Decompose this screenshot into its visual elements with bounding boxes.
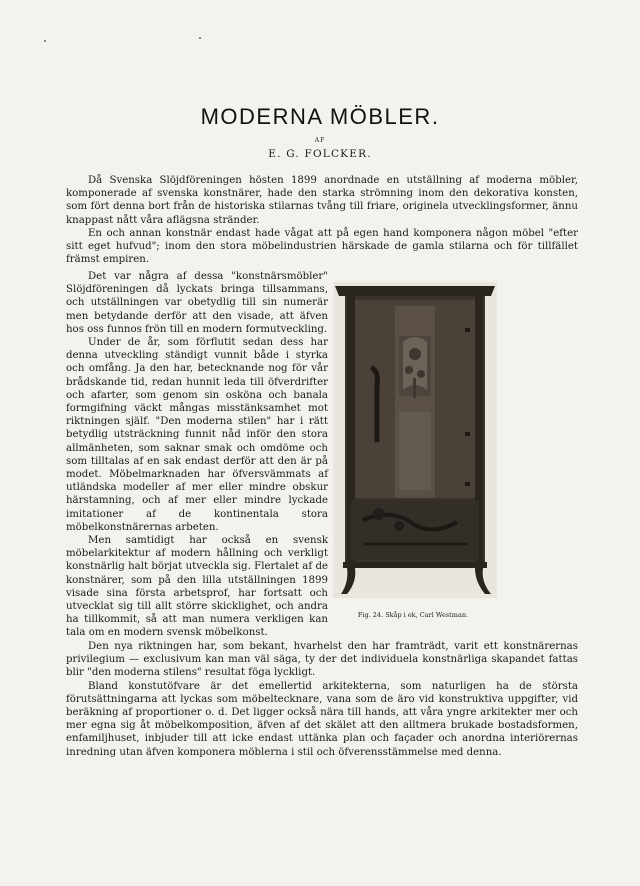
paragraph: Det var några af dessa "konstnärsmöbler" Slöjdföreningen då lyckats bringa tillsammans, och utställningen var obetydlig till sin numerär men betydande derför att den visade, att äfven hos oss funnos frön till en modern formutveckling. xyxy=(66,271,328,335)
paper-speck xyxy=(44,40,46,42)
text-block-top xyxy=(66,174,578,266)
byline-af: AF xyxy=(314,137,326,144)
text-column-left xyxy=(66,270,328,640)
paragraph: Men samtidigt har också en svensk möbelarkitektur af modern hållning och verkligt konstnärlig halt börjat utveckla sig. Flertalet af de konstnärer, som på den lilla utställningen 1899 visade sina första arbetsprof, har fortsatt och utvecklat sig till allt större skicklighet, och andra ha tillkommit, så att man numera verkligen kan tala om en modern svensk möbelkonst. xyxy=(66,535,328,639)
figure-caption: Fig. 24. Skåp i ek, Carl Westman. xyxy=(357,611,469,619)
paragraph: Under de år, som förflutit sedan dess har denna utveckling ständigt vunnit både i styrka och omfång. Ja den har, betecknande nog för vår brådskande tid, redan hunnit leda till öfverdrifter och afarter, som genom sin osköna och banala formgifning väckt mångas misstänksamhet mot riktningen själf. "Den moderna stilen" har i rätt betydlig utsträckning funnit nåd inför den stora allmänheten, som saknar smak och omdöme och som tilltalas af en sak endast derför att den är på modet. Möbelmarknaden har öfversvämmats af utländska modeller af mer eller mindre obskur härstamning, och af mer eller mindre lyckade imitationer af de kontinentala stora möbelkonstnärernas arbeten. xyxy=(66,337,328,533)
paper-speck xyxy=(199,37,201,39)
cabinet-illustration xyxy=(333,282,497,598)
article-title: MODERNA MÖBLER. xyxy=(200,104,440,129)
paragraph: Då Svenska Slöjdföreningen hösten 1899 anordnade en utställning af moderna möbler, komponerade af svenska konstnärer, hade den starka strömning inom den dekorativa konsten, som fört denna bort från de historiska stilarnas tvång till friare, originela utvecklingsformer, ännu knappast nått våra aflägsna stränder. xyxy=(66,175,578,226)
paragraph: Den nya riktningen har, som bekant, hvarhelst den har framträdt, varit ett konstnärernas privilegium — exclusivum kan man väl säga, ty der det individuela konstnärliga skapandet fattas blir "den moderna stilens" resultat föga lyckligt. xyxy=(66,641,578,679)
paragraph: Bland konstutöfvare är det emellertid arkitekterna, som naturligen ha de största förutsättningarna att lyckas som möbeltecknare, vana som de äro vid konstruktiva uppgifter, vid beräkning af proportioner o. d. Det ligger också nära till hands, att våra yngre arkitekter mer och mer egna sig åt möbelkomposition, äfven af det skälet att den alltmera brukade bostadsformen, enfamiljhuset, inbjuder till att icke endast uttänka plan och façader och anordna interiörernas inredning utan äfven komponera möblerna i stil och öfverensstämmelse med denna. xyxy=(66,680,578,758)
text-block-bottom xyxy=(66,640,578,759)
paragraph: En och annan konstnär endast hade vågat att på egen hand komponera någon möbel "efter sitt eget hufvud"; inom den stora möbelindustrien härskade de gamla stilarna och för tillfället främst empiren. xyxy=(66,227,578,266)
author-name: E. G. FOLCKER. xyxy=(268,148,372,160)
